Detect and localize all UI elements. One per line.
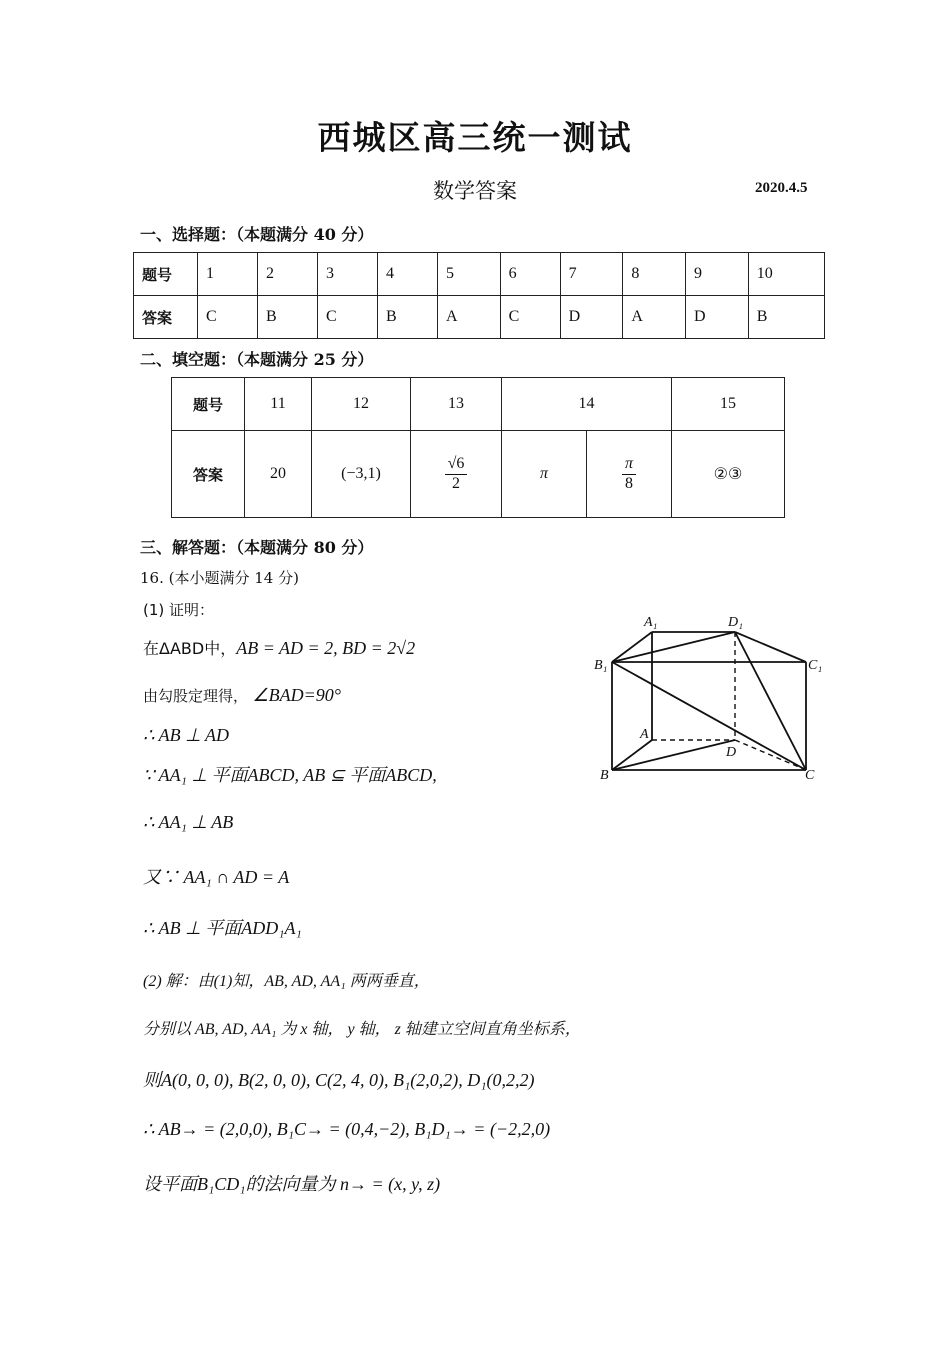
edge-B1C [612,662,806,770]
edge-DC-hidden [735,740,806,770]
vertex-label: A₁ [644,615,658,630]
table-cell: 1 [198,253,258,296]
table-cell: 15 [672,378,785,431]
table-cell: 2 [257,253,317,296]
solution-line: 设平面B₁CD₁的法向量为 n→ = (x, y, z) [143,1174,441,1194]
fill-in-answer-table [171,377,785,518]
table-cell: B [377,296,437,339]
table-cell: 4 [377,253,437,296]
solution-line: 又∵ AA₁ ∩ AD = A [143,867,290,887]
solution-line: ∵ AA₁ ⊥ 平面ABCD, AB ⊆ 平面ABCD, [143,765,437,785]
question-title: 16. (本小题满分 14 分) [140,569,299,587]
table-cell: C [317,296,377,339]
page-title: 西城区高三统一测试 [317,118,633,157]
table-cell: C [198,296,258,339]
section1-heading: 一、选择题：（本题满分 40 分） [140,225,374,244]
solution-line: ∴ AB ⊥ 平面ADD₁A₁ [143,918,302,938]
row-label-question: 题号 [172,378,245,431]
table-cell: 5 [437,253,500,296]
table-cell: 12 [312,378,411,431]
vertex-label: C [805,768,815,783]
solution-line: ∴ AA₁ ⊥ AB [143,812,234,832]
table-cell: D [560,296,623,339]
solution-line: ∴ AB ⊥ AD [143,725,229,745]
table-cell: 8 [623,253,686,296]
edge-D1C1 [735,632,806,662]
table-cell: 3 [317,253,377,296]
table-cell: B [748,296,824,339]
fraction: $\frac{√6}{2}$ [445,455,468,493]
table-cell: 20 [245,431,312,518]
vertex-label: C₁ [808,658,823,673]
multiple-choice-answer-table [133,252,825,339]
table-row [172,378,785,431]
table-cell [411,431,502,518]
solution-line: 在ΔABD中，AB = AD = 2, BD = 2√2 [143,638,416,658]
table-cell [587,431,672,518]
edge-BD [612,740,735,770]
part-label: (1) 证明： [143,601,215,619]
table-cell: D [686,296,749,339]
table-cell: 13 [411,378,502,431]
solution-line: 则A(0, 0, 0), B(2, 0, 0), C(2, 4, 0), B₁(2,0,2), D₁(0,2,2) [143,1070,535,1090]
row-label-answer: 答案 [172,431,245,518]
table-row [172,431,785,518]
vertex-label: B [600,768,609,783]
solution-line: ∴ AB→ = (2,0,0), B₁C→ = (0,4,−2), B₁D₁→ = (−2,2,0) [143,1119,551,1139]
fraction: $\frac{\pi}{8}$ [622,455,636,493]
row-label-answer: 答案 [134,296,198,339]
prism-figure [590,605,830,795]
table-cell: A [623,296,686,339]
table-row [134,296,825,339]
table-cell: 6 [500,253,560,296]
vertex-label: D₁ [728,615,743,630]
section2-heading: 二、填空题：（本题满分 25 分） [140,350,374,369]
table-cell: (−3,1) [312,431,411,518]
vertex-label: A [640,727,649,742]
table-cell: 11 [245,378,312,431]
table-cell: B [257,296,317,339]
vertex-label: D [726,745,737,760]
table-cell: 14 [502,378,672,431]
page-subtitle: 数学答案 [433,179,517,203]
exam-date: 2020.4.5 [755,180,808,196]
table-cell: 9 [686,253,749,296]
solution-line: 由勾股定理得， ∠BAD=90° [143,685,341,705]
table-cell: C [500,296,560,339]
solution-line: 分别以 AB, AD, AA₁ 为 x 轴， y 轴， z 轴建立空间直角坐标系， [143,1021,581,1038]
section3-heading: 三、解答题：（本题满分 80 分） [140,538,374,557]
table-cell: ②③ [672,431,785,518]
row-label-question: 题号 [134,253,198,296]
table-cell: 10 [748,253,824,296]
table-cell: π [502,431,587,518]
table-cell: A [437,296,500,339]
table-row [134,253,825,296]
solution-line: (2) 解：由(1)知，AB, AD, AA₁ 两两垂直， [143,973,430,990]
vertex-label: B₁ [594,658,608,673]
table-cell: 7 [560,253,623,296]
edge-B1D1 [612,632,735,662]
